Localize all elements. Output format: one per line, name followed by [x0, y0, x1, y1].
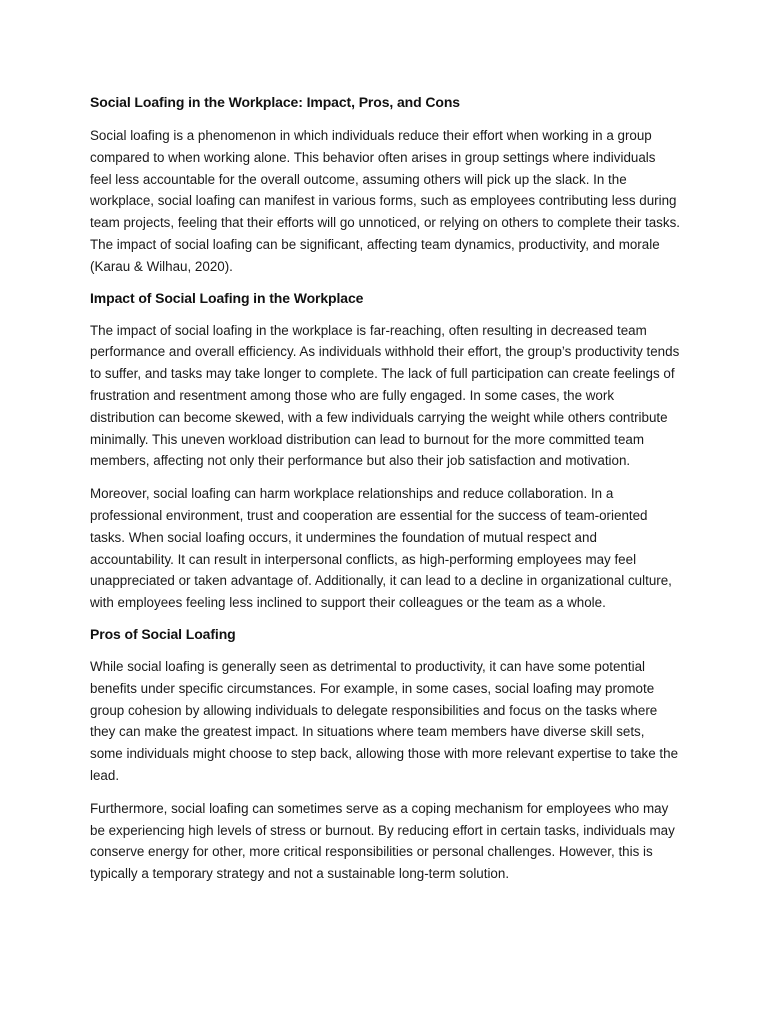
pros-paragraph-2: Furthermore, social loafing can sometimes serve as a coping mechanism for employees who may be experiencing high levels of stress or burnout. By reducing effort in certain tasks, individuals may conserve energy for other, more critical responsibilities or personal challenges. However, this is typically a temporary strategy and not a sustainable long-term solution.: [90, 800, 675, 882]
section-heading-impact: Impact of Social Loafing in the Workplace: [90, 289, 364, 306]
section-heading-pros: Pros of Social Loafing: [90, 625, 236, 642]
pros-paragraph-1: While social loafing is generally seen as detrimental to productivity, it can have some potential benefits under specific circumstances. For example, in some cases, social loafing may promote group cohesion by allowing individuals to delegate responsibilities and focus on the tasks where they can make the greatest impact. In situations where team members have diverse skill sets, some individuals might choose to step back, allowing those with more relevant expertise to take the lead.: [90, 658, 679, 783]
document-title: Social Loafing in the Workplace: Impact, Pros, and Cons: [90, 94, 460, 110]
impact-paragraph-1: The impact of social loafing in the workplace is far-reaching, often resulting in decreased team performance and overall efficiency. As individuals withhold their effort, the group’s productivity tends to suffer, and tasks may take longer to complete. The lack of full participation can create feelings of frustration and resentment among those who are fully engaged. In some cases, the work distribution can become skewed, with a few individuals carrying the weight while others contribute minimally. This uneven workload distribution can lead to burnout for the more committed team members, affecting not only their performance but also their job satisfaction and motivation.: [90, 322, 680, 469]
intro-paragraph: Social loafing is a phenomenon in which individuals reduce their effort when working in a group compared to when working alone. This behavior often arises in group settings where individuals feel less accountable for the overall outcome, assuming others will pick up the slack. In the workplace, social loafing can manifest in various forms, such as employees contributing less during team projects, feeling that their efforts will go unnoticed, or relying on others to complete their tasks. The impact of social loafing can be significant, affecting team dynamics, productivity, and morale (Karau & Wilhau, 2020).: [90, 128, 680, 274]
impact-paragraph-2: Moreover, social loafing can harm workplace relationships and reduce collaboration. In a professional environment, trust and cooperation are essential for the success of team-oriented tasks. When social loafing occurs, it undermines the foundation of mutual respect and accountability. It can result in interpersonal conflicts, as high-performing employees may feel unappreciated or taken advantage of. Additionally, it can lead to a decline in organizational culture, with employees feeling less inclined to support their colleagues or the team as a whole.: [90, 486, 672, 611]
